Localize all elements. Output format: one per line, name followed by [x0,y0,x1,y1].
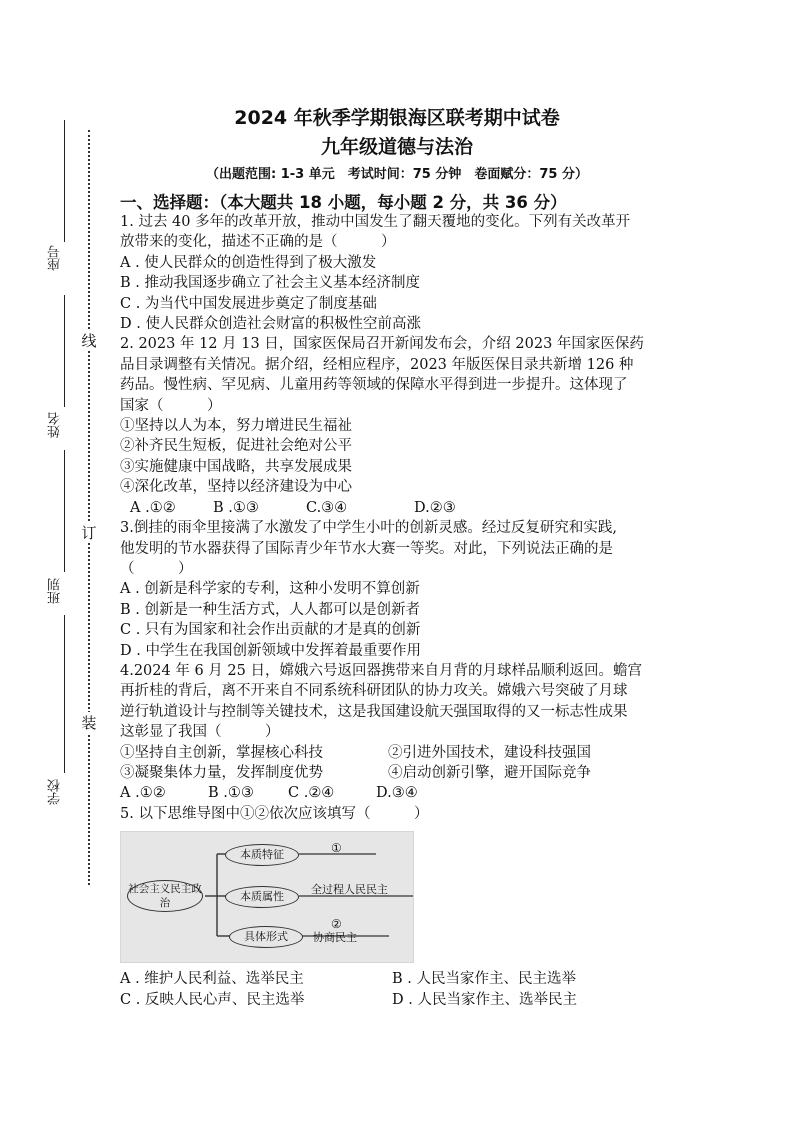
q1-stem-line-2: 放带来的变化，描述不正确的是（ ） [120,234,396,251]
school-label: 学校 [48,779,63,805]
q5-options-row-2 [120,990,680,1010]
q3-stem-line-1: 3.倒挂的雨伞里接满了水激发了中学生小叶的创新灵感。经过反复研究和实践, [120,520,617,537]
mind-map-figure [120,831,414,963]
question-5 [120,804,680,1010]
q3-stem-line-2: 他发明的节水器获得了国际青少年节水大赛一等奖。对此，下列说法正确的是 [120,540,613,557]
exam-title: 2024 年秋季学期银海区联考期中试卷 [234,107,560,129]
q2-statement-2: ②补齐民生短板，促进社会绝对公平 [120,438,352,455]
q5-options-row-1 [120,969,680,989]
q2-option-b[interactable]: B .①③ [213,499,259,516]
section-title: 一、选择题：（本大题共 18 小题，每小题 2 分，共 36 分） [120,193,567,212]
q5-option-c[interactable]: C . 反映人民心声、民主选举 [120,991,305,1008]
question-3 [120,518,680,661]
school-field[interactable] [44,615,66,820]
q3-option-a[interactable]: A . 创新是科学家的专利，这种小发明不算创新 [120,581,420,598]
mind-map-blank-2: ② [331,917,342,932]
q4-option-a[interactable]: A .①② [120,785,166,802]
school-underline [64,615,65,773]
q5-option-d[interactable]: D . 人民当家作主、选举民主 [392,991,577,1008]
q5-option-b[interactable]: B . 人民当家作主、民主选举 [392,971,576,988]
q1-option-d[interactable]: D . 使人民群众创造社会财富的积极性空前高涨 [120,316,421,333]
q2-stem-line-3: 药品。慢性病、罕见病、儿童用药等领域的保障水平得到进一步提升。这体现了 [120,377,628,394]
q2-statement-1: ①坚持以人为本，努力增进民生福祉 [120,418,352,435]
exam-subject: 九年级道德与法治 [320,136,473,158]
mind-map-blank-1: ① [331,841,342,856]
q4-stem-line-2: 再折桂的背后，离不开来自不同系统科研团队的协力攻关。嫦娥六号突破了月球 [120,683,628,700]
q3-option-d[interactable]: D . 中学生在我国创新领域中发挥着最重要作用 [120,642,421,659]
q2-statement-3: ③实施健康中国战略，共享发展成果 [120,458,352,475]
mind-map-text-3: 协商民主 [313,931,357,945]
q2-option-d[interactable]: D.②③ [414,499,456,516]
q5-stem: 5. 以下思维导图中①②依次应该填写（ ） [120,805,429,822]
q2-statement-4: ④深化改革，坚持以经济建设为中心 [120,479,352,496]
seat-number-label: 座号 [48,245,63,271]
class-underline [64,450,65,572]
name-field[interactable] [44,295,66,445]
mind-map-branch-2: 本质属性 [225,886,299,908]
q2-stem-line-1: 2. 2023 年 12 月 13 日，国家医保局召开新闻发布会，介绍 2023 年国家医保药 [120,336,644,353]
q4-stem-line-3: 逆行轨道设计与控制等关键技术，这是我国建设航天强国取得的又一标志性成果 [120,703,628,720]
binding-word-ding: 订 [81,524,97,542]
q4-statements-row-2 [120,763,680,783]
q4-stem-line-1: 4.2024 年 6 月 25 日，嫦娥六号返回器携带来自月背的月球样品顺利返回。蟾宫 [120,662,642,679]
mind-map-branch-1: 本质特征 [225,844,299,866]
q2-option-c[interactable]: C.③④ [306,499,348,516]
q2-options [120,498,680,518]
name-label: 姓名 [48,412,63,438]
q4-statement-1: ①坚持自主创新，掌握核心科技 [120,744,323,761]
q2-option-a[interactable]: A .①② [130,499,176,516]
binding-margin [0,120,110,900]
question-4 [120,661,680,804]
q1-option-c[interactable]: C . 为当代中国发展进步奠定了制度基础 [120,295,377,312]
q4-option-c[interactable]: C .②④ [288,785,335,802]
q3-option-c[interactable]: C . 只有为国家和社会作出贡献的才是真的创新 [120,622,421,639]
q1-option-a[interactable]: A . 使人民群众的创造性得到了极大激发 [120,254,377,271]
q4-statement-3: ③凝聚集体力量，发挥制度优势 [120,764,323,781]
q2-stem-line-2: 品目录调整有关情况。据介绍，经相应程序，2023 年版医保目录共新增 126 种 [120,356,634,373]
q4-option-b[interactable]: B .①③ [208,785,254,802]
q1-stem-line-1: 1. 过去 40 多年的改革开放，推动中国发生了翻天覆地的变化。下列有关改革开 [120,214,631,230]
q3-option-b[interactable]: B . 创新是一种生活方式，人人都可以是创新者 [120,601,420,618]
q5-option-a[interactable]: A . 维护人民利益、选举民主 [120,971,304,988]
binding-word-zhuang: 装 [81,714,97,732]
q1-option-b[interactable]: B . 推动我国逐步确立了社会主义基本经济制度 [120,275,420,292]
q4-stem-line-4: 这彰显了我国（ ） [120,724,280,741]
q4-statement-4: ④启动创新引擎，避开国际竞争 [388,764,591,781]
class-label: 班别 [48,578,63,604]
q2-stem-line-4: 国家（ ） [120,397,222,414]
q4-options [120,783,680,803]
name-underline [64,295,65,407]
q3-stem-line-3: （ ） [120,560,193,577]
mind-map-text-2: 全过程人民民主 [311,883,388,897]
q4-option-d[interactable]: D.③④ [376,785,418,802]
mind-map-root: 社会主义民主政治 [127,880,203,912]
mind-map-branch-3: 具体形式 [229,926,303,948]
question-list [120,212,680,1010]
class-field[interactable] [44,450,66,610]
q4-statement-2: ②引进外国技术，建设科技强国 [388,744,591,761]
binding-dotted-line [88,130,90,885]
exam-info: （出题范围: 1-3 单元 考试时间：75 分钟 卷面赋分：75 分） [206,167,588,182]
question-2 [120,334,680,518]
question-1 [120,212,680,334]
binding-word-xian: 线 [81,332,97,350]
q4-statements-row-1 [120,743,680,763]
